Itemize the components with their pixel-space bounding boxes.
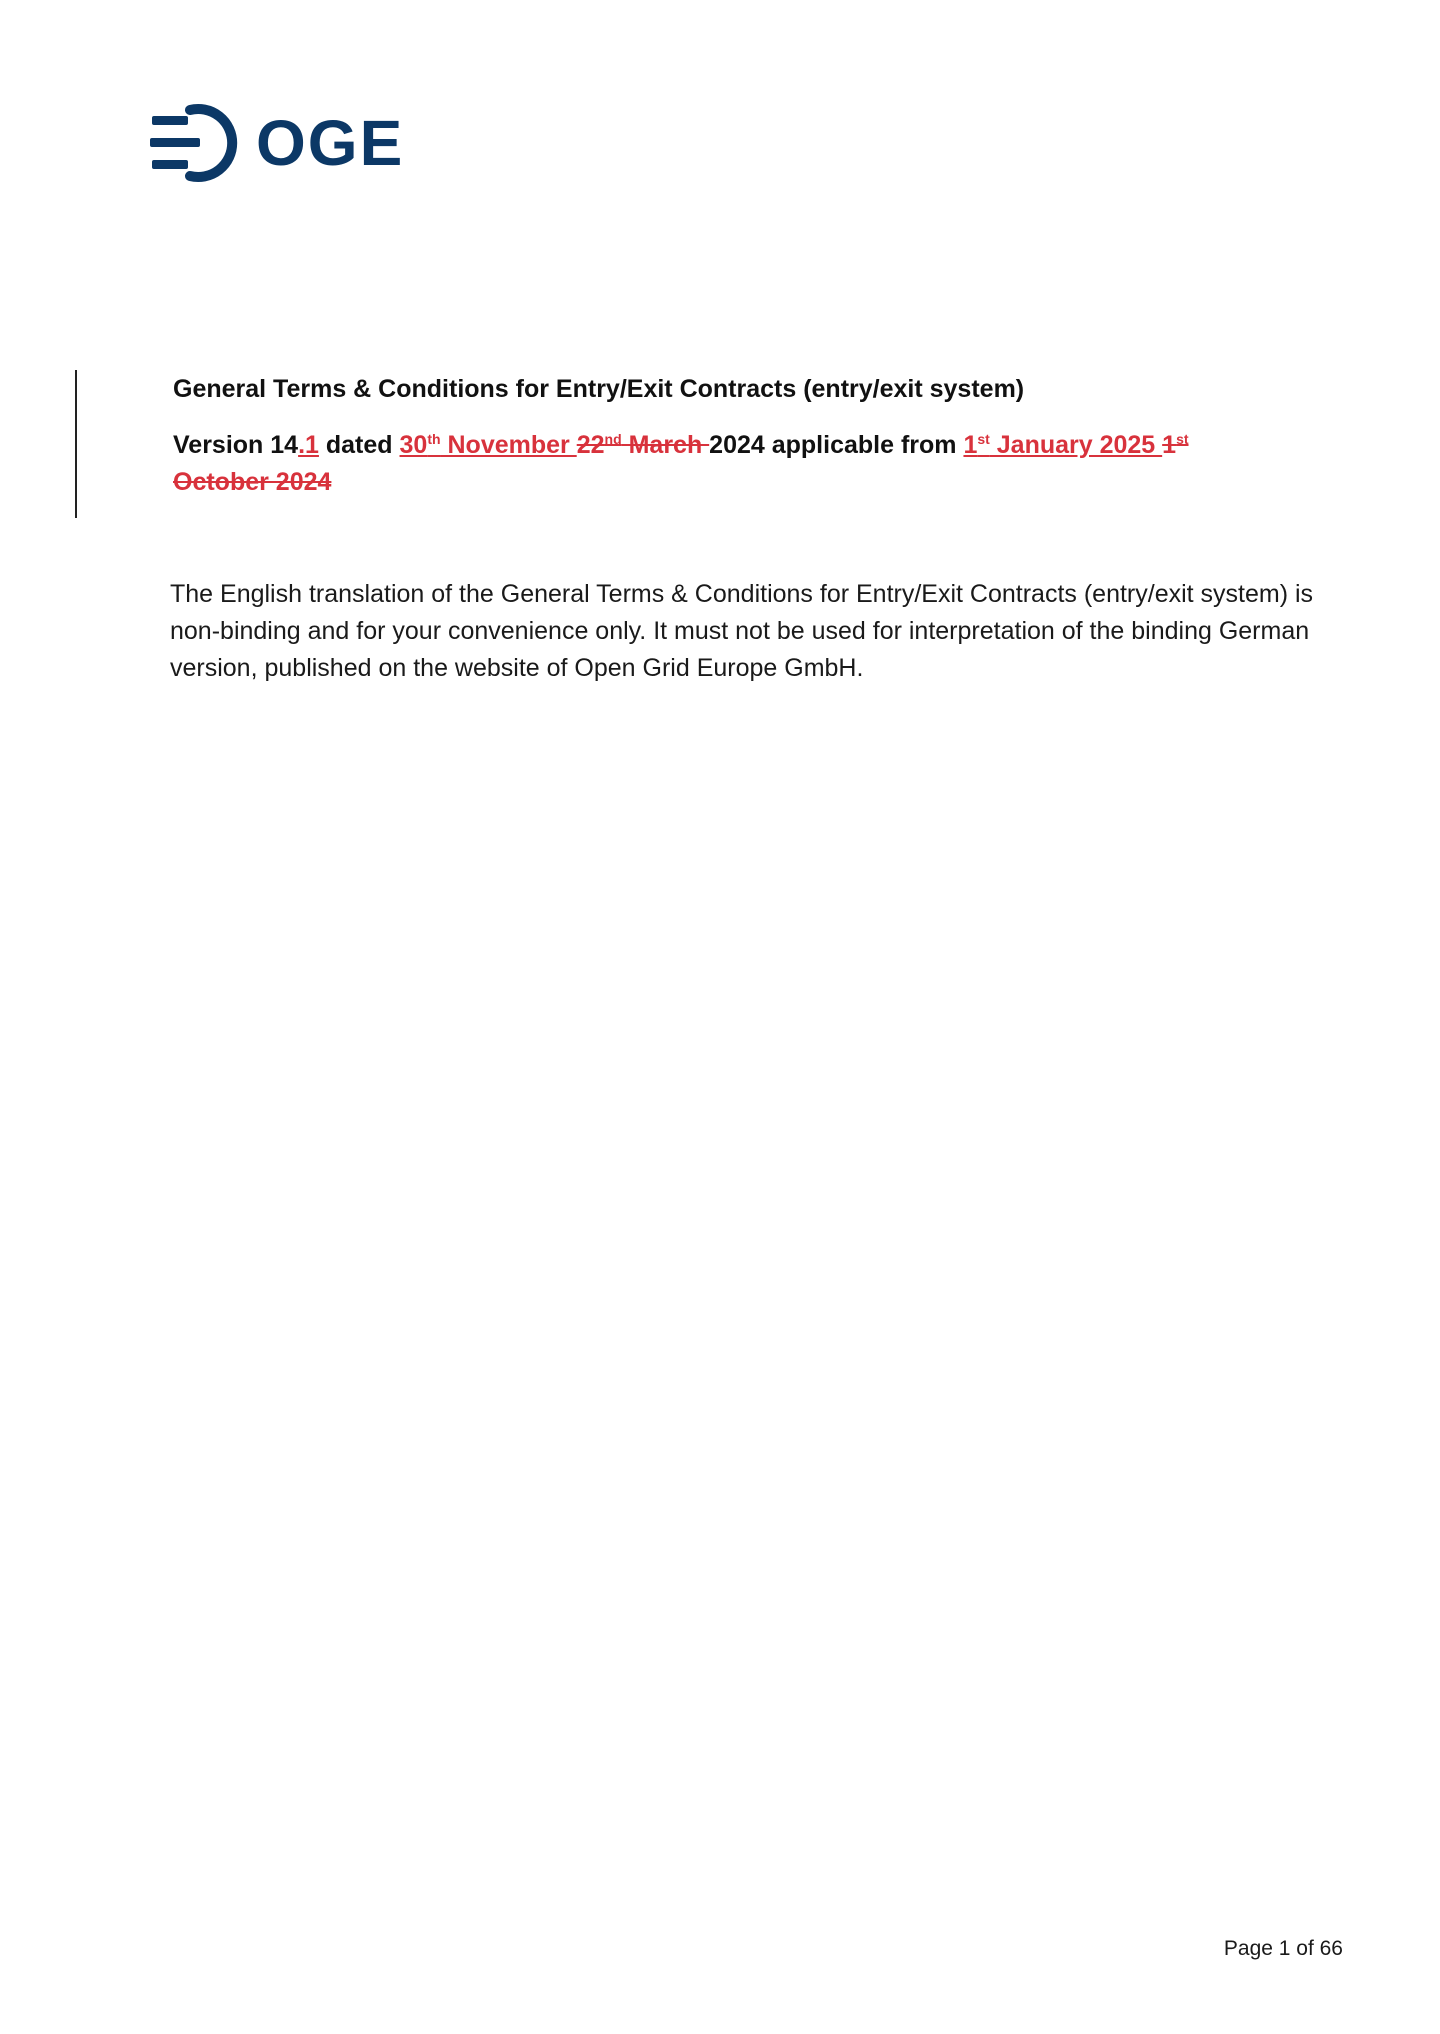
- deleted-date: 22nd March: [576, 431, 710, 459]
- version-prefix: Version 14: [173, 431, 299, 459]
- deleted-applicable-date: 1st October 2024: [173, 431, 1189, 496]
- year-applicable-text: 2024 applicable from: [709, 431, 964, 459]
- inserted-date: 30th November: [399, 431, 577, 459]
- oge-logo-mark-icon: [150, 102, 242, 184]
- revision-change-bar: [75, 370, 77, 518]
- version-line: [173, 427, 1193, 501]
- translation-disclaimer: The English translation of the General Terms & Conditions for Entry/Exit Contracts (entry/exit system) is non-binding and for your convenience only. It must not be used for interpretation of the binding German version, published on the website of Open Grid Europe GmbH.: [170, 580, 1314, 682]
- inserted-applicable-date: 1st January 2025: [963, 431, 1163, 459]
- page-number: Page 1 of 66: [1223, 1937, 1343, 1960]
- version-dated-text: dated: [318, 431, 400, 459]
- document-title: General Terms & Conditions for Entry/Exit Contracts (entry/exit system): [173, 375, 1025, 403]
- logo-wordmark: OGE: [256, 107, 405, 179]
- version-insertion: .1: [298, 431, 319, 459]
- oge-logo: [150, 102, 404, 184]
